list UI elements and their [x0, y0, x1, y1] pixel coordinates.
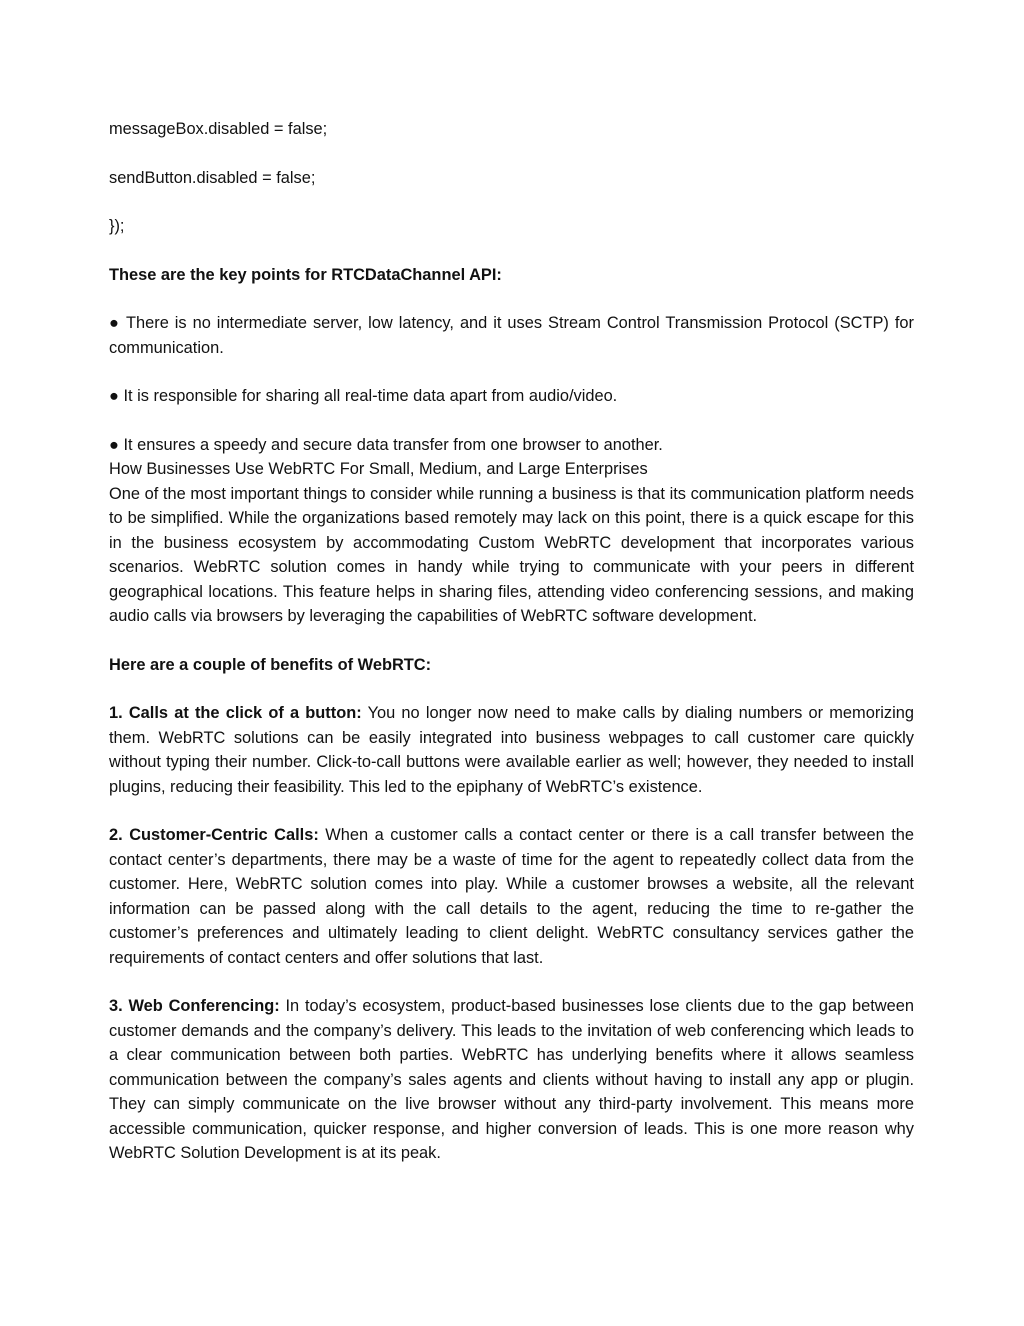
key-point: ● There is no intermediate server, low latency, and it uses Stream Control Transmission Protocol (SCTP) for communication. — [109, 314, 914, 357]
benefit-paragraph — [109, 994, 914, 1166]
document-page — [109, 117, 914, 1166]
key-point: ● It ensures a speedy and secure data transfer from one browser to another. — [109, 435, 663, 454]
benefit-label: 1. Calls at the click of a button: — [109, 704, 362, 722]
benefit-label: 2. Customer-Centric Calls: — [109, 826, 319, 844]
benefit-text: You no longer now need to make calls by dialing numbers or memorizing them. WebRTC solutions can be easily integrated into business webpages to call customer care quickly without typing their number. Click-to-call buttons were available earlier as well; however, they needed to install plugins, reducing their feasibility. This led to the epiphany of WebRTC’s existence. — [109, 704, 914, 796]
intro-paragraph: One of the most important things to consider while running a business is that its communication platform needs to be simplified. While the organizations based remotely may lack on this point, there is a quick escape for this in the business ecosystem by accommodating Custom WebRTC development that incorporates various scenarios. WebRTC solution comes in handy while trying to communicate with your peers in different geographical locations. This feature helps in sharing files, attending video conferencing sessions, and making audio calls via browsers by leveraging the capabilities of WebRTC software development. — [109, 484, 914, 625]
benefit-text: In today’s ecosystem, product-based businesses lose clients due to the gap between customer demands and the company’s delivery. This leads to the invitation of web conferencing which leads to a clear communication between both parties. WebRTC has underlying benefits where it allows seamless communication between the company’s sales agents and clients without having to install any app or plugin. They can simply communicate on the live browser without any third-party involvement. This means more accessible communication, quicker response, and higher conversion of leads. This is one more reason why WebRTC Solution Development is at its peak. — [109, 997, 914, 1162]
benefit-text: When a customer calls a contact center or there is a call transfer between the contact center’s departments, there may be a waste of time for the agent to repeatedly collect data from the customer. Here, WebRTC solution comes into play. While a customer browses a website, all the relevant information can be passed along with the call details to the agent, reducing the time to re-gather the customer’s preferences and ultimately leading to client delight. WebRTC consultancy services gather the requirements of contact centers and offer solutions that last. — [109, 826, 915, 967]
code-line: messageBox.disabled = false; — [109, 120, 328, 138]
code-line: }); — [109, 217, 125, 235]
benefit-paragraph — [109, 823, 914, 970]
key-points-heading: These are the key points for RTCDataChannel API: — [109, 265, 502, 284]
code-line: sendButton.disabled = false; — [109, 168, 316, 187]
benefits-heading: Here are a couple of benefits of WebRTC: — [109, 655, 432, 674]
section-title: How Businesses Use WebRTC For Small, Medium, and Large Enterprises — [109, 460, 648, 478]
benefit-paragraph — [109, 701, 914, 799]
key-point: ● It is responsible for sharing all real-time data apart from audio/video. — [109, 387, 618, 405]
benefit-label: 3. Web Conferencing: — [109, 997, 280, 1015]
